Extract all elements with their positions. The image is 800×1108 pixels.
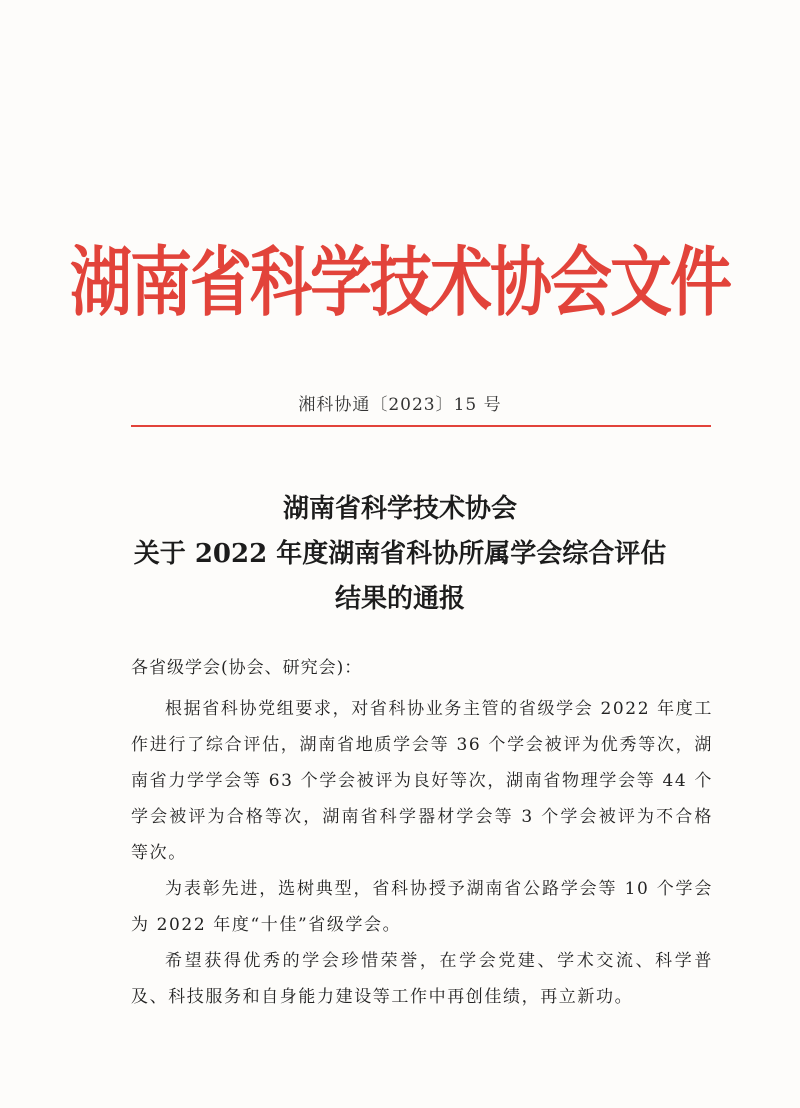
document-number: 湘科协通〔2023〕15 号 bbox=[298, 395, 502, 415]
paragraph-closing-hope: 希望获得优秀的学会珍惜荣誉，在学会党建、学术交流、科学普及、科技服务和自身能力建设等工作中再创佳绩，再立新功。 bbox=[131, 951, 713, 1007]
masthead-title: 湖南省科学技术协会文件 bbox=[69, 237, 730, 327]
body-text bbox=[131, 691, 713, 1015]
paragraph-evaluation-results: 根据省科协党组要求，对省科协业务主管的省级学会 2022 年度工作进行了综合评估，湖南省地质学会等 36 个学会被评为优秀等次，湖南省力学学会等 63 个学会被评为良好等次，湖南省物理学会等 44 个学会被评为合格等次，湖南省科学器材学会等 3 个学会被评为不合格等次。 bbox=[131, 699, 713, 863]
salutation: 各省级学会(协会、研究会)： bbox=[131, 658, 363, 678]
title-line-1: 湖南省科学技术协会 bbox=[282, 494, 517, 524]
title-line-2: 关于 2022 年度湖南省科协所属学会综合评估 bbox=[133, 539, 667, 569]
red-divider-line bbox=[131, 425, 711, 427]
title-line-3: 结果的通报 bbox=[334, 584, 465, 614]
paragraph-top-ten: 为表彰先进，选树典型，省科协授予湖南省公路学会等 10 个学会为 2022 年度“十佳”省级学会。 bbox=[131, 879, 713, 935]
notice-title bbox=[0, 487, 800, 622]
